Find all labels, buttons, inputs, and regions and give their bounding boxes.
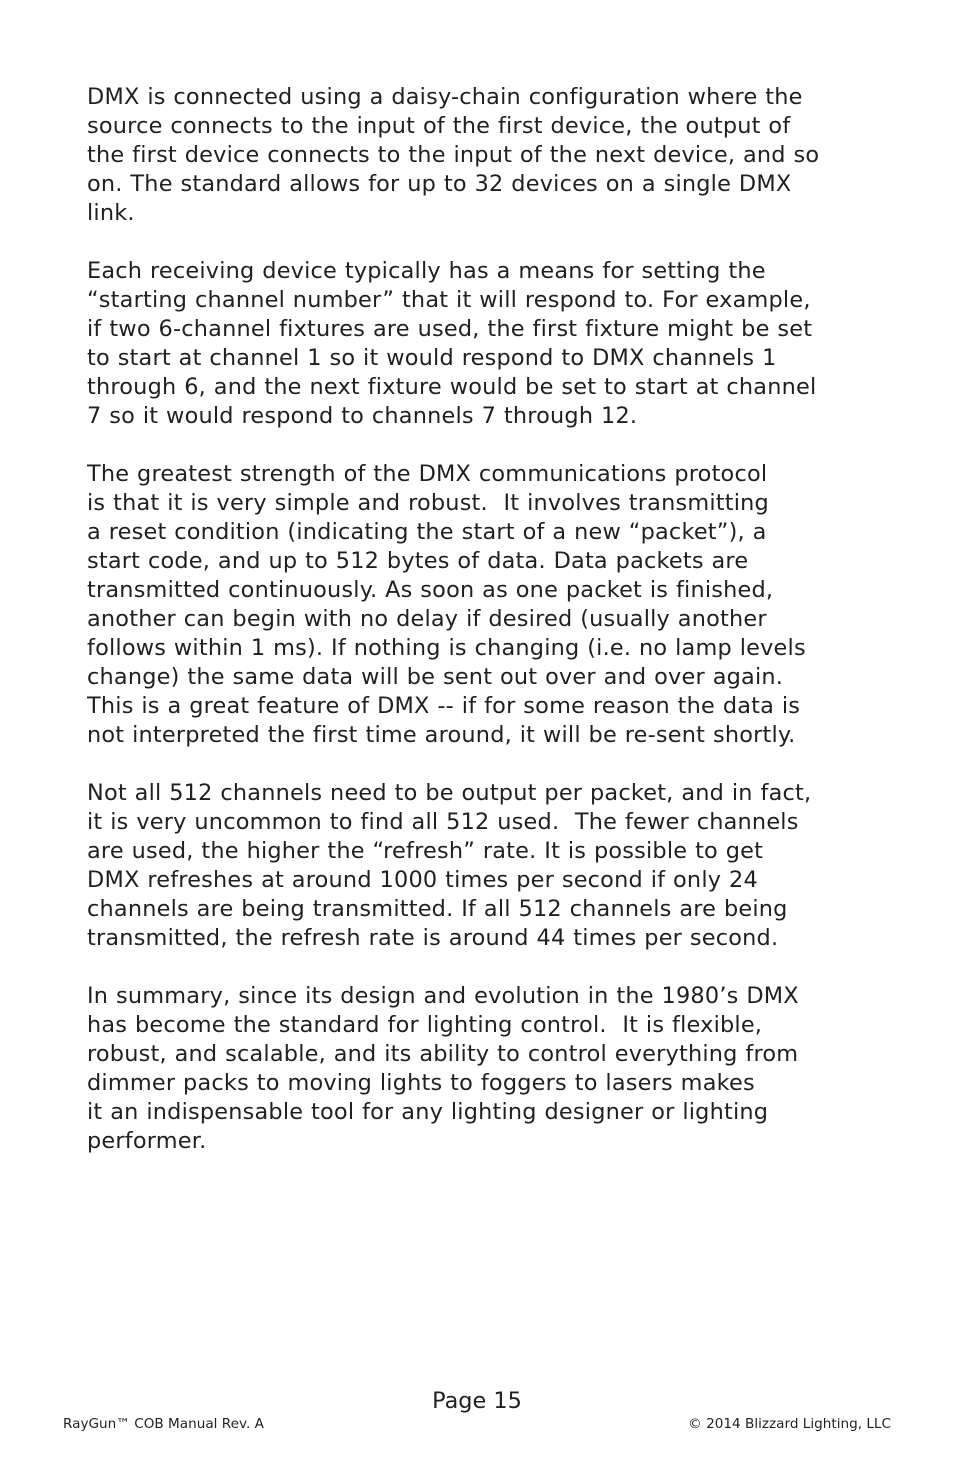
text-line: In summary, since its design and evolution in the 1980’s DMX — [87, 983, 799, 1009]
text-line: “starting channel number” that it will respond to. For example, — [87, 287, 811, 313]
text-line: it an indispensable tool for any lighting designer or lighting — [87, 1099, 769, 1125]
text-line: follows within 1 ms). If nothing is changing (i.e. no lamp levels — [87, 635, 806, 661]
text-line: Not all 512 channels need to be output per packet, and in fact, — [87, 780, 812, 806]
text-line: another can begin with no delay if desired (usually another — [87, 606, 767, 632]
text-line: not interpreted the first time around, it will be re-sent shortly. — [87, 722, 796, 748]
text-line: DMX is connected using a daisy-chain configuration where the — [87, 84, 803, 110]
text-line: The greatest strength of the DMX communications protocol — [87, 461, 768, 487]
paragraph-starting-channel — [87, 257, 877, 431]
text-line: if two 6-channel fixtures are used, the first fixture might be set — [87, 316, 813, 342]
paragraph-protocol-strength — [87, 460, 877, 750]
text-line: transmitted, the refresh rate is around 44 times per second. — [87, 925, 779, 951]
text-line: start code, and up to 512 bytes of data. Data packets are — [87, 548, 749, 574]
paragraph-summary — [87, 982, 877, 1156]
footer-manual-title: RayGun™ COB Manual Rev. A — [63, 1416, 264, 1432]
text-line: This is a great feature of DMX -- if for some reason the data is — [87, 693, 801, 719]
text-line: it is very uncommon to find all 512 used. The fewer channels — [87, 809, 799, 835]
text-line: dimmer packs to moving lights to foggers to lasers makes — [87, 1070, 755, 1096]
text-line: link. — [87, 200, 135, 226]
footer-copyright: © 2014 Blizzard Lighting, LLC — [688, 1416, 891, 1432]
text-line: source connects to the input of the first device, the output of — [87, 113, 791, 139]
paragraph-dmx-daisy-chain — [87, 83, 877, 228]
text-line: is that it is very simple and robust. It involves transmitting — [87, 490, 769, 516]
page-body — [87, 83, 877, 1185]
text-line: change) the same data will be sent out over and over again. — [87, 664, 784, 690]
text-line: robust, and scalable, and its ability to control everything from — [87, 1041, 799, 1067]
text-line: DMX refreshes at around 1000 times per second if only 24 — [87, 867, 758, 893]
text-line: on. The standard allows for up to 32 devices on a single DMX — [87, 171, 792, 197]
text-line: through 6, and the next fixture would be set to start at channel — [87, 374, 817, 400]
text-line: a reset condition (indicating the start of a new “packet”), a — [87, 519, 767, 545]
text-line: has become the standard for lighting control. It is flexible, — [87, 1012, 763, 1038]
text-line: are used, the higher the “refresh” rate. It is possible to get — [87, 838, 764, 864]
page-number: Page 15 — [432, 1388, 522, 1414]
paragraph-refresh-rate — [87, 779, 877, 953]
text-line: transmitted continuously. As soon as one packet is finished, — [87, 577, 774, 603]
text-line: Each receiving device typically has a means for setting the — [87, 258, 766, 284]
text-line: to start at channel 1 so it would respond to DMX channels 1 — [87, 345, 777, 371]
text-line: 7 so it would respond to channels 7 through 12. — [87, 403, 638, 429]
text-line: the first device connects to the input of the next device, and so — [87, 142, 820, 168]
text-line: performer. — [87, 1128, 207, 1154]
text-line: channels are being transmitted. If all 512 channels are being — [87, 896, 788, 922]
